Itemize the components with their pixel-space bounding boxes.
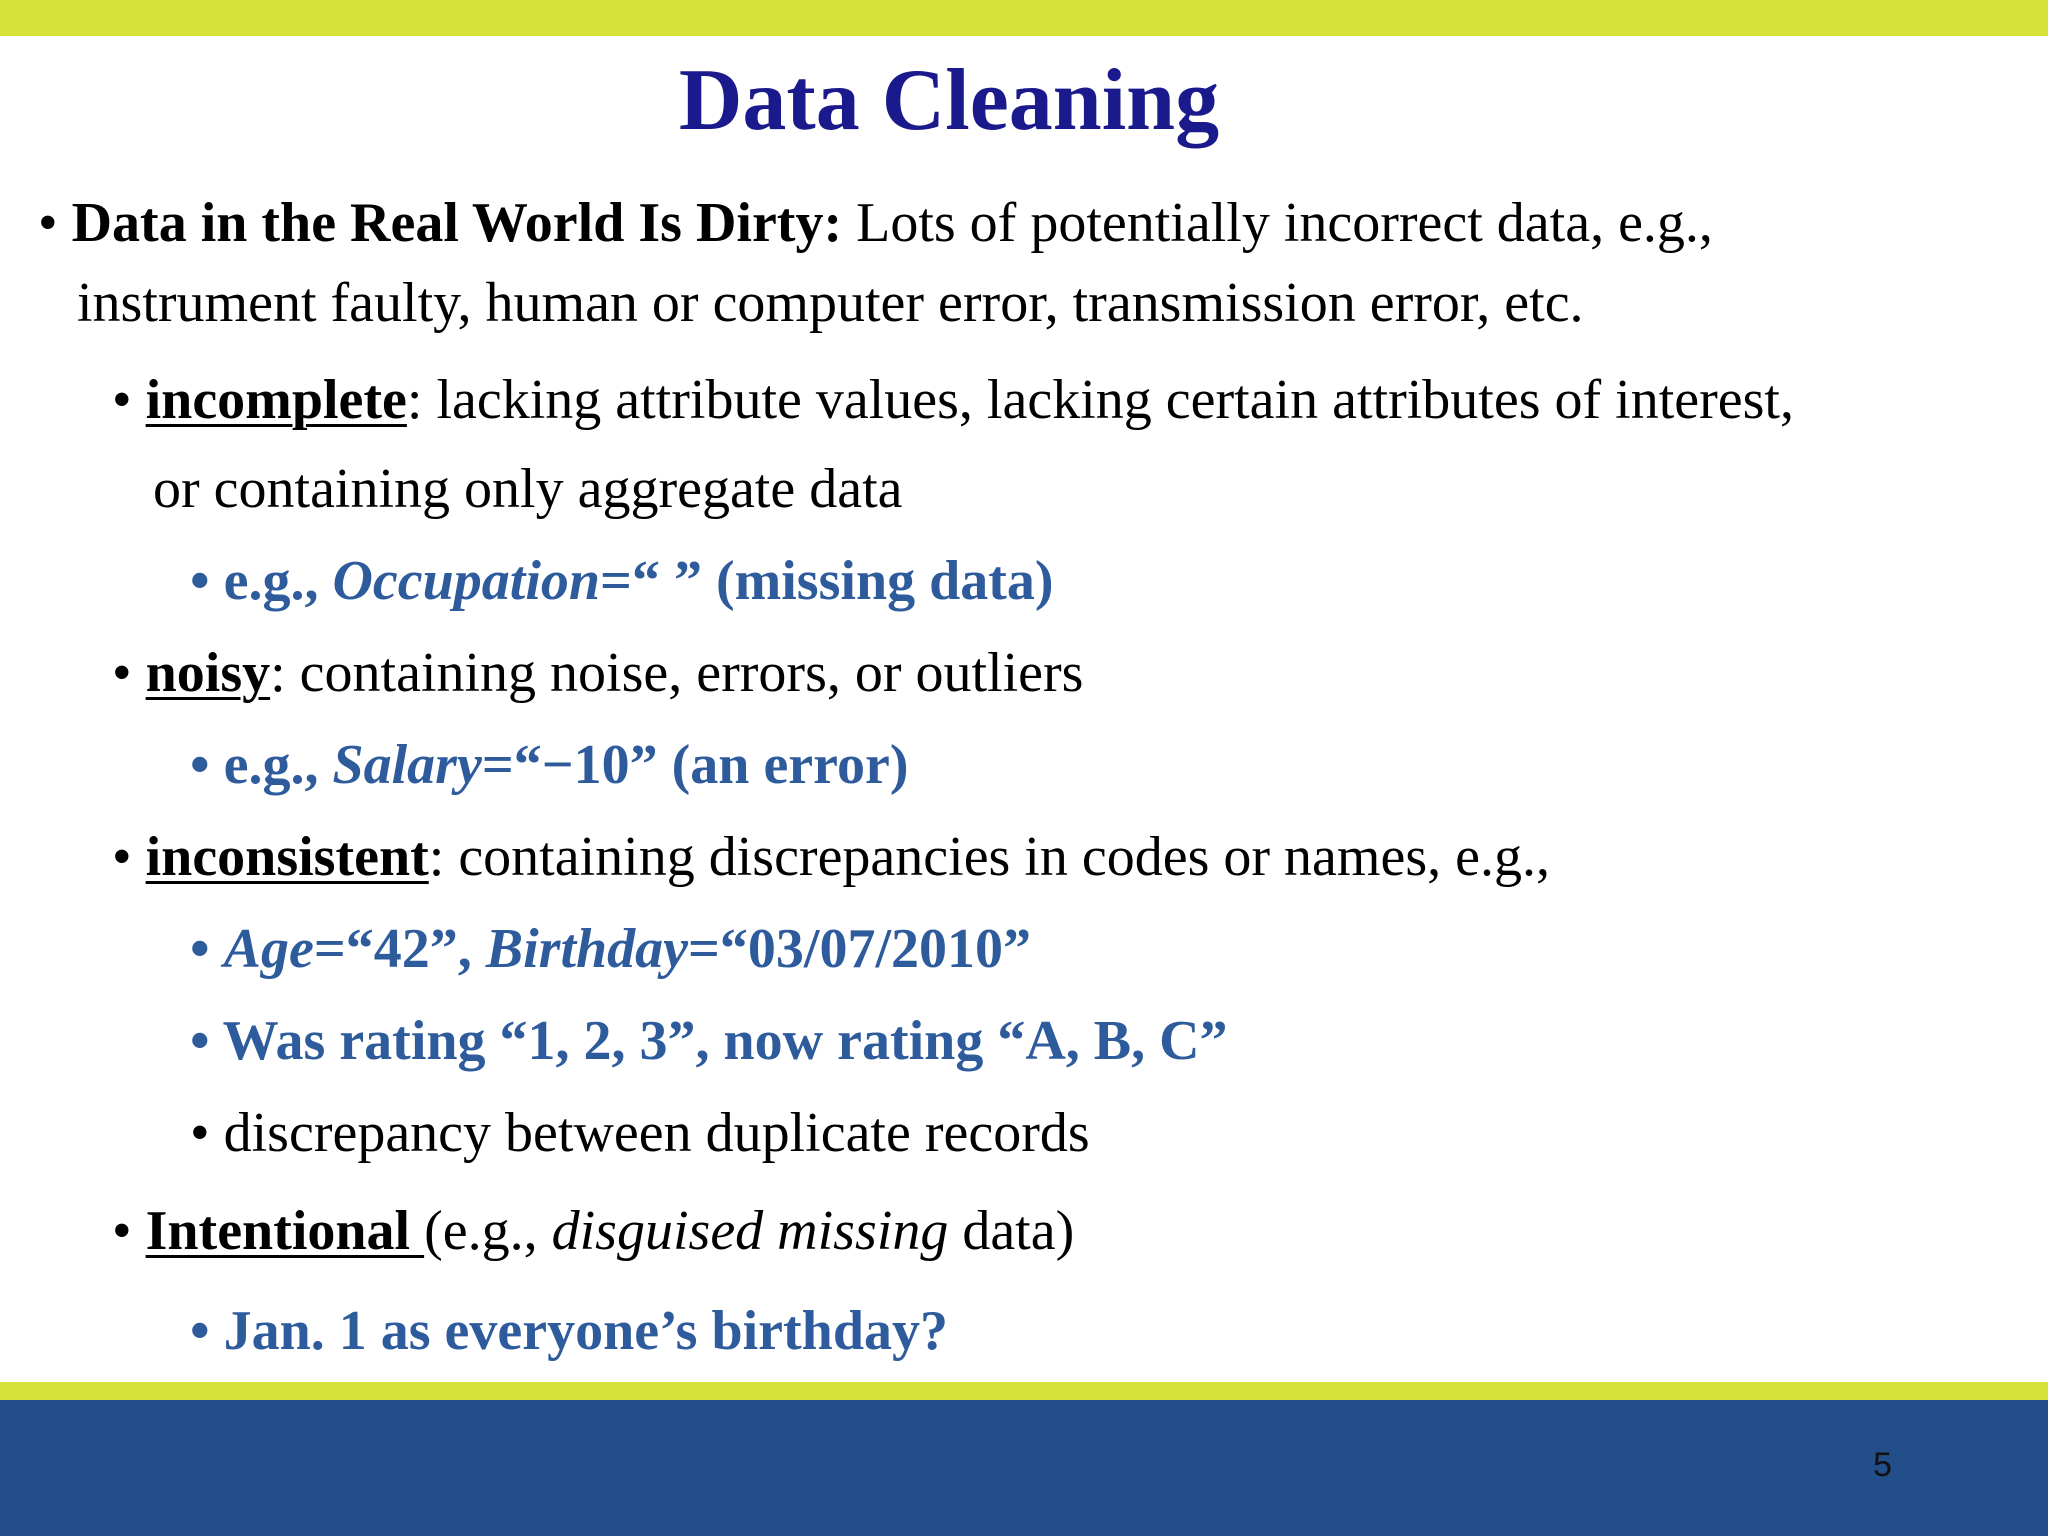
example-birthday-text: Jan. 1 as everyone’s birthday? <box>223 1300 948 1362</box>
intentional-text-post: data) <box>948 1200 1075 1262</box>
bullet-dot: • <box>38 192 58 254</box>
noisy-text: : containing noise, errors, or outliers <box>270 642 1084 704</box>
bullet-dot: • <box>190 1010 210 1072</box>
page-number: 5 <box>1873 1446 1892 1484</box>
incomplete-continuation: or containing only aggregate data <box>153 458 903 520</box>
term-noisy: noisy <box>145 642 271 704</box>
example-birthday-question <box>190 1299 948 1363</box>
intro-continuation: instrument faulty, human or computer error, transmission error, etc. <box>77 272 1584 334</box>
example-prefix: e.g., <box>223 550 333 612</box>
top-accent-band <box>0 0 2048 36</box>
inconsistent-text: : containing discrepancies in codes or names, e.g., <box>428 826 1550 888</box>
example-rating-text: Was rating “1, 2, 3”, now rating “A, B, C” <box>222 1010 1228 1072</box>
bullet-dot: • <box>190 1102 210 1164</box>
intro-heading: Data in the Real World Is Dirty: <box>71 192 843 254</box>
bullet-dot: • <box>112 642 132 704</box>
incomplete-text-line1: : lacking attribute values, lacking certain attributes of interest, <box>406 369 1794 431</box>
intentional-text-italic: disguised missing <box>551 1200 949 1262</box>
bullet-dot: • <box>190 1300 210 1362</box>
attr-salary: Salary <box>332 734 482 796</box>
bottom-accent-band <box>0 1382 2048 1400</box>
intro-text-line1: Lots of potentially incorrect data, e.g., <box>842 192 1713 254</box>
footer-bar <box>0 1400 2048 1536</box>
example-duplicates-text: discrepancy between duplicate records <box>223 1102 1090 1164</box>
term-incomplete: incomplete <box>145 369 407 431</box>
example-occupation <box>190 549 1054 613</box>
bullet-dot: • <box>190 918 210 980</box>
bullet-dot: • <box>112 826 132 888</box>
bullet-dot: • <box>112 1200 132 1262</box>
term-inconsistent: inconsistent <box>145 826 429 888</box>
bullet-incomplete <box>112 368 1794 432</box>
bullet-intro <box>38 191 1713 255</box>
bullet-dot: • <box>190 734 210 796</box>
bullet-noisy <box>112 641 1083 705</box>
example-salary <box>190 733 909 797</box>
term-intentional: Intentional <box>145 1200 425 1262</box>
intentional-text-pre: (e.g., <box>424 1200 552 1262</box>
attr-age: Age <box>223 918 314 980</box>
slide-title: Data Cleaning <box>678 52 1220 149</box>
example-prefix: e.g., <box>223 734 333 796</box>
example-duplicates <box>190 1101 1090 1165</box>
bullet-intentional <box>112 1199 1074 1263</box>
example-suffix: =“−10” (an error) <box>481 734 909 796</box>
bullet-dot: • <box>112 369 132 431</box>
example-age-birthday <box>190 917 1031 981</box>
example-suffix: =“ ” (missing data) <box>600 550 1054 612</box>
attr-occupation: Occupation <box>332 550 601 612</box>
bullet-inconsistent <box>112 825 1550 889</box>
attr-birthday: Birthday <box>485 918 689 980</box>
value-age: =“42”, <box>313 918 486 980</box>
bullet-dot: • <box>190 550 210 612</box>
example-rating <box>190 1009 1228 1073</box>
value-birthday: =“03/07/2010” <box>688 918 1032 980</box>
